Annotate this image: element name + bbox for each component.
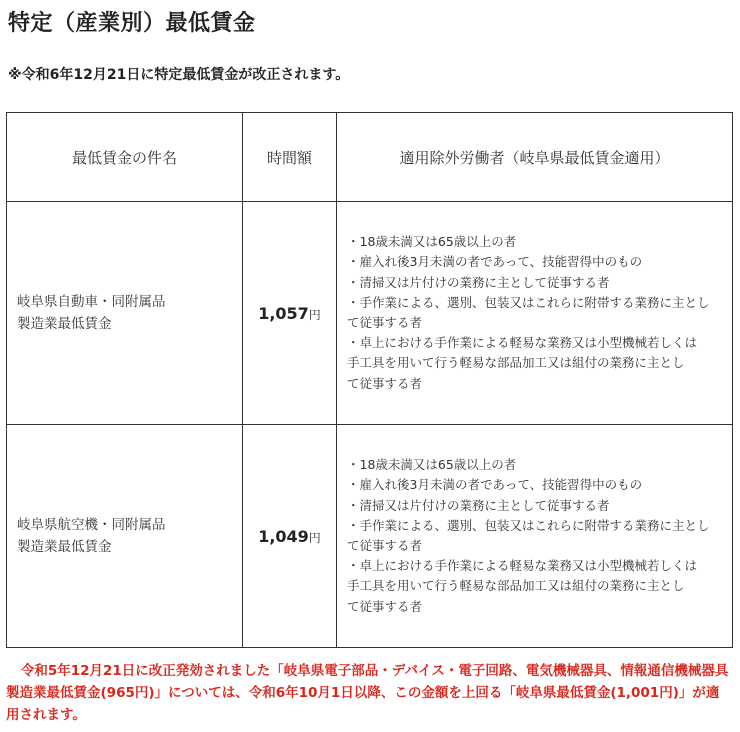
list-item: ・手作業による、選別、包装又はこれらに附帯する業務に主とし xyxy=(347,517,710,533)
hourly-rate-unit: 円 xyxy=(308,530,321,545)
header-name: 最低賃金の件名 xyxy=(7,113,243,202)
wage-name-line: 製造業最低賃金 xyxy=(17,539,112,555)
page-title: 特定（産業別）最低賃金 xyxy=(8,11,256,36)
list-item: ・卓上における手作業による軽易な業務又は小型機械若しくは xyxy=(347,335,698,351)
wage-name-cell xyxy=(7,202,243,425)
list-item: て従事する者 xyxy=(347,538,423,553)
table-row xyxy=(7,425,733,648)
list-item: 手工具を用いて行う軽易な部品加工又は組付の業務に主とし xyxy=(347,355,685,371)
minimum-wage-table xyxy=(6,112,733,648)
list-item: ・清掃又は片付けの業務に主として従事する者 xyxy=(347,274,610,290)
hourly-rate-value: 1,057 xyxy=(258,303,309,323)
footnote-notice: 令和5年12月21日に改正発効されました「岐阜県電子部品・デバイス・電子回路、電気機械器具、情報通信機械器具製造業最低賃金(965円)」については、令和6年10月1日以降、この金額を上回る「岐阜県最低賃金(1,001円)」が適用されます。 xyxy=(6,663,729,723)
header-exclusion: 適用除外労働者（岐阜県最低賃金適用） xyxy=(337,113,733,202)
hourly-rate-value: 1,049 xyxy=(258,526,309,546)
exclusion-list xyxy=(347,232,722,394)
list-item: ・卓上における手作業による軽易な業務又は小型機械若しくは xyxy=(347,558,698,574)
list-item: ・18歳未満又は65歳以上の者 xyxy=(347,234,517,250)
list-item: ・18歳未満又は65歳以上の者 xyxy=(347,457,517,473)
list-item: ・雇入れ後3月未満の者であって、技能習得中のもの xyxy=(347,254,643,270)
wage-name-cell xyxy=(7,425,243,648)
exclusion-cell xyxy=(337,202,733,425)
revision-notice: ※令和6年12月21日に特定最低賃金が改正されます。 xyxy=(8,67,350,83)
list-item: て従事する者 xyxy=(347,598,423,614)
exclusion-cell xyxy=(337,425,733,648)
hourly-rate-unit: 円 xyxy=(308,307,321,322)
hourly-rate-cell xyxy=(243,202,337,425)
header-rate: 時間額 xyxy=(243,113,337,202)
wage-name-line: 岐阜県自動車・同附属品 xyxy=(17,294,166,310)
table-header-row xyxy=(7,113,733,202)
hourly-rate-cell xyxy=(243,425,337,648)
list-item: て従事する者 xyxy=(347,315,423,330)
list-item: て従事する者 xyxy=(347,375,423,391)
wage-name-line: 製造業最低賃金 xyxy=(17,316,112,332)
list-item: ・清掃又は片付けの業務に主として従事する者 xyxy=(347,497,610,513)
list-item: ・手作業による、選別、包装又はこれらに附帯する業務に主とし xyxy=(347,294,710,310)
table-row xyxy=(7,202,733,425)
exclusion-list xyxy=(347,455,722,617)
wage-name-line: 岐阜県航空機・同附属品 xyxy=(17,517,166,533)
list-item: ・雇入れ後3月未満の者であって、技能習得中のもの xyxy=(347,477,643,493)
list-item: 手工具を用いて行う軽易な部品加工又は組付の業務に主とし xyxy=(347,578,685,594)
